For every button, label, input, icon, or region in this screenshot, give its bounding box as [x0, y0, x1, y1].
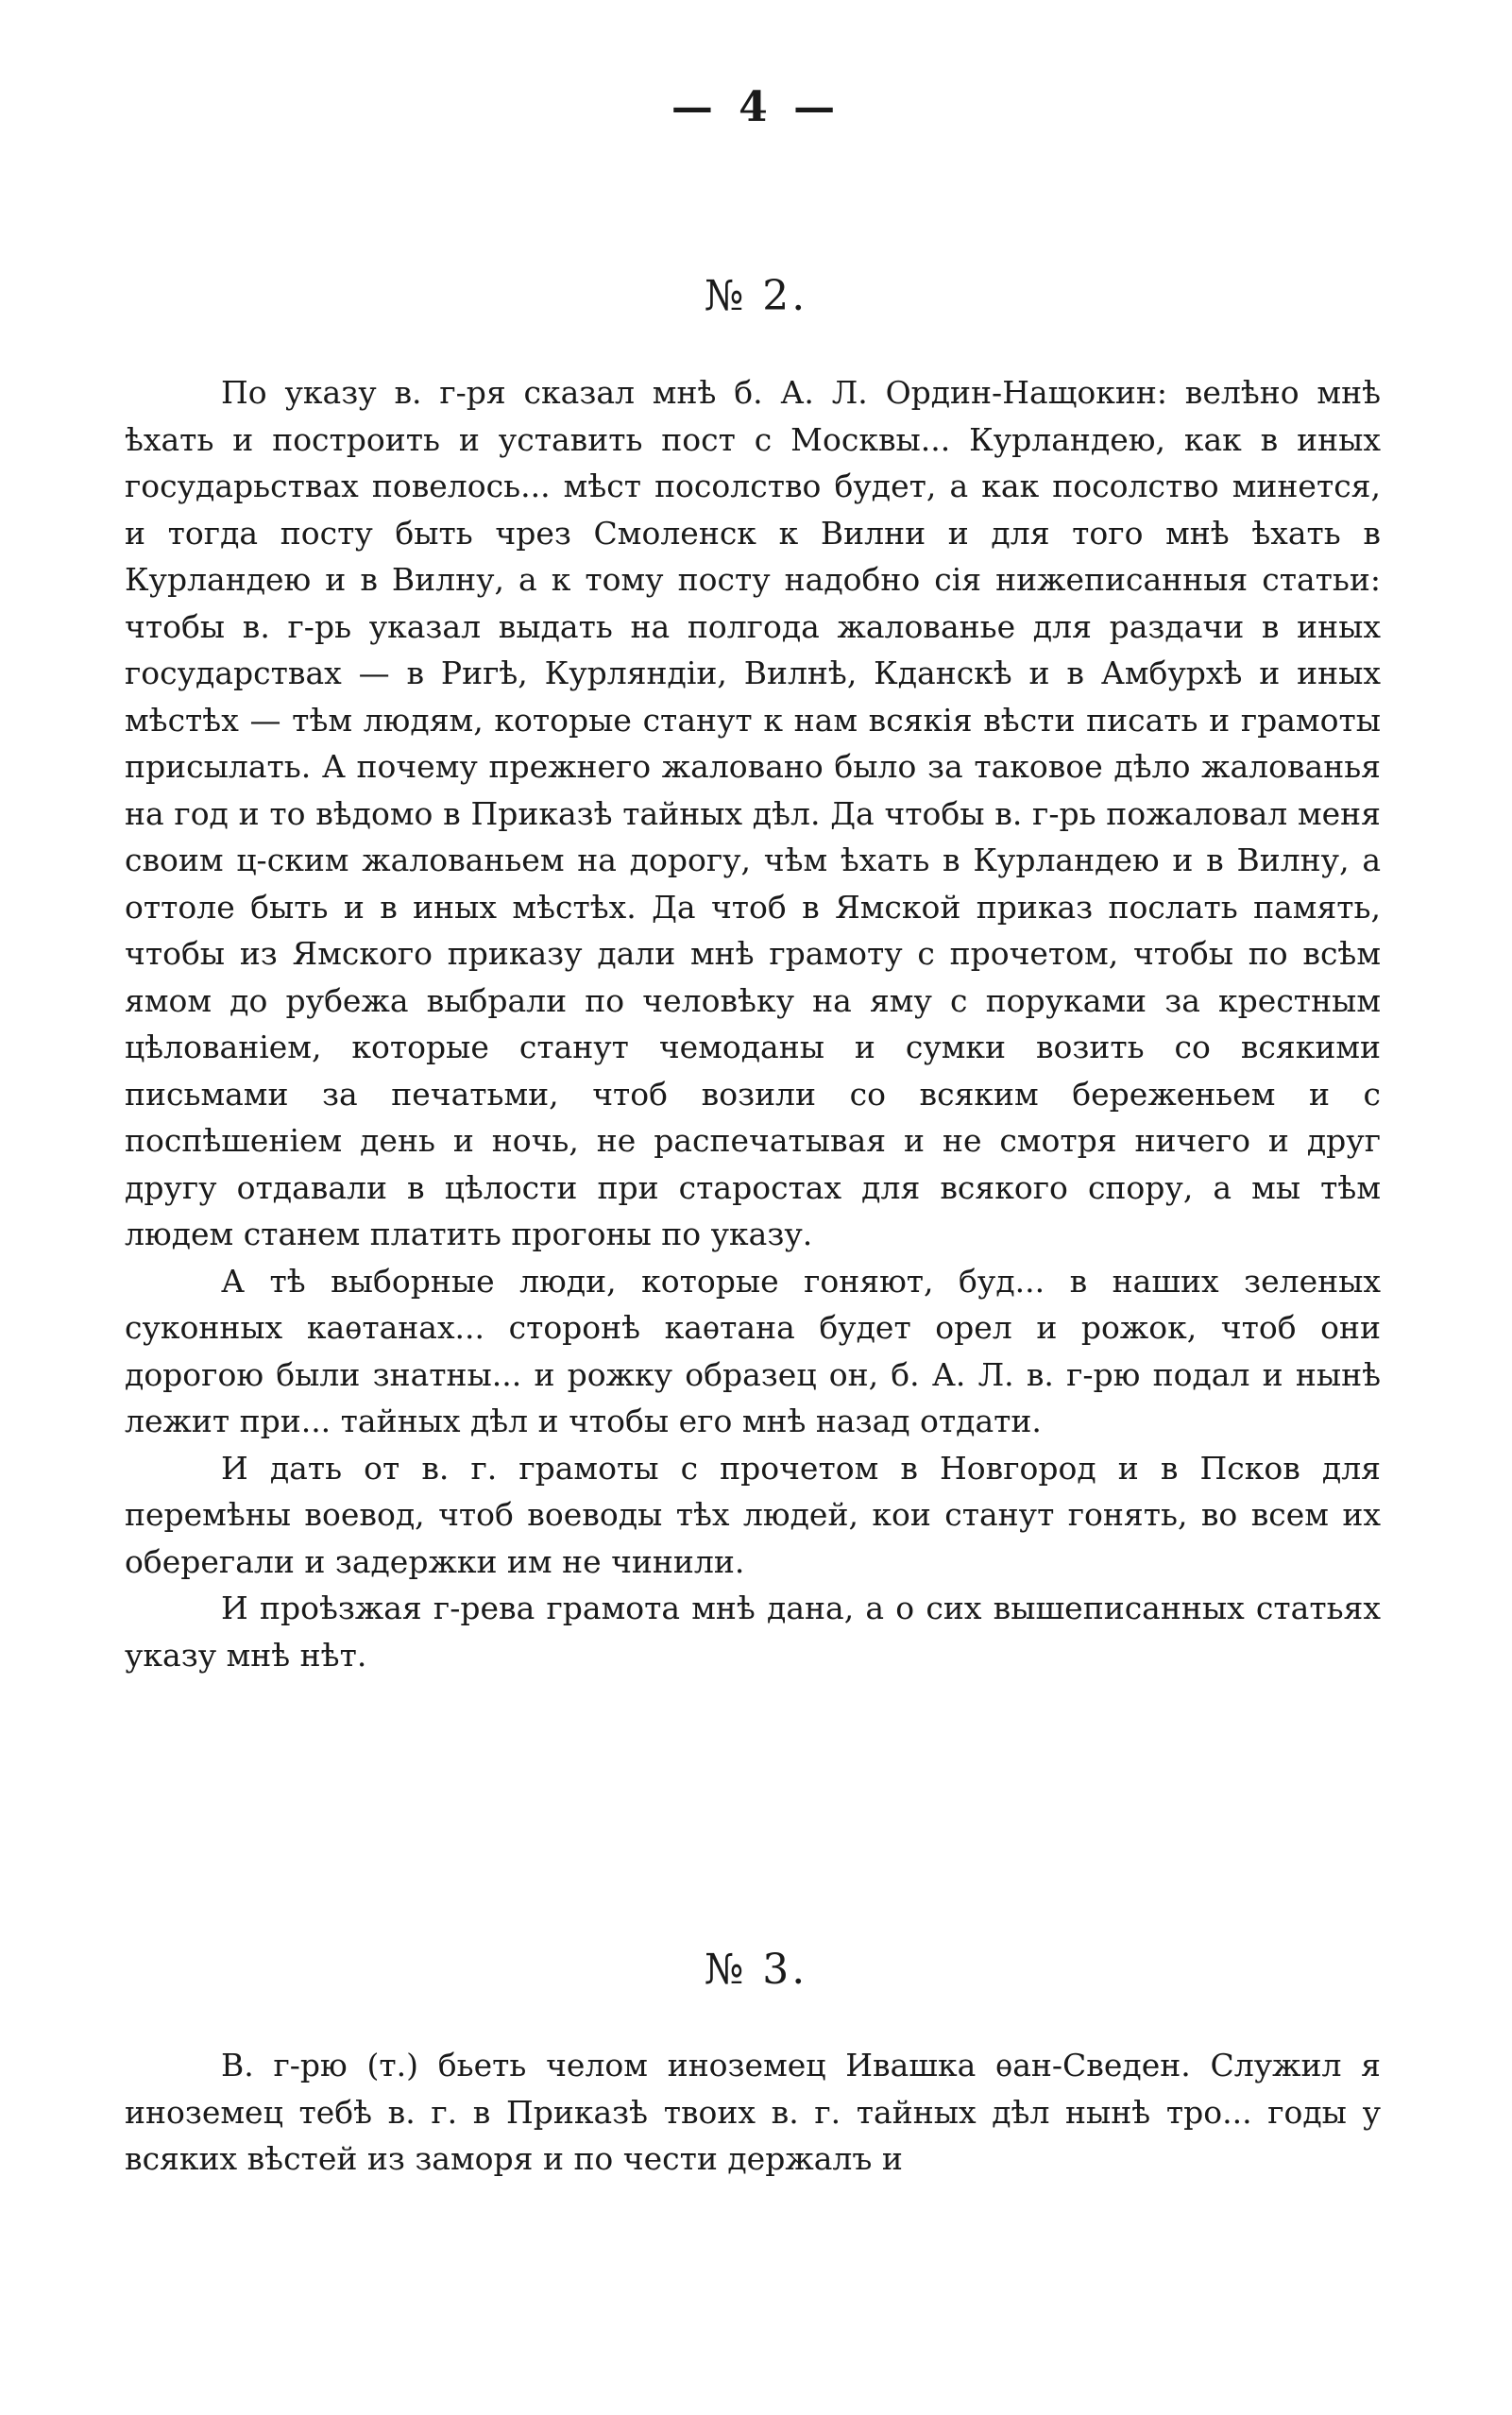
section-body-2	[125, 369, 1381, 1678]
paragraph: И проѣзжая г-рева грамота мнѣ дана, а о сих вышеписанных статьях указу мнѣ нѣт.	[125, 1590, 1381, 1674]
section-body-3	[125, 2042, 1381, 2183]
page-number: — 4 —	[671, 83, 841, 131]
paragraph: А тѣ выборные люди, которые гоняют, буд... в наших зеленых суконных каѳтанах... сторонѣ каѳтана будет орел и рожок, чтоб они дорогою были знатны... и рожку образец он, б. А. Л. в. г-рю подал и нынѣ лежит при... тайных дѣл и чтобы его мнѣ назад отдати.	[125, 1262, 1381, 1439]
paragraph: И дать от в. г. грамоты с прочетом в Новгород и в Псков для перемѣны воевод, чтоб воеводы тѣх людей, кои станут гонять, во всем их оберегали и задержки им не чинили.	[125, 1449, 1381, 1580]
section-heading-2: № 2.	[704, 272, 808, 320]
paragraph: В. г-рю (т.) бьеть челом иноземец Ивашка ѳан-Сведен. Служил я иноземец тебѣ в. г. в Приказѣ твоих в. г. тайных дѣл нынѣ тро... годы у всяких вѣстей из заморя и по чести держалъ и	[125, 2047, 1381, 2177]
section-heading-3: № 3.	[704, 1946, 808, 1994]
paragraph: По указу в. г-ря сказал мнѣ б. А. Л. Ордин-Нащокин: велѣно мнѣ ѣхать и построить и уставить пост с Москвы... Курландею, как в иных государьствах повелось... мѣст посолство будет, а как посолство минется, и тогда посту быть чрез Смоленск к Вилни и для того мнѣ ѣхать в Курландею и в Вилну, а к тому посту надобно сія нижеписанныя статьи: чтобы в. г-рь указал выдать на полгода жалованье для раздачи в иных государствах — в Ригѣ, Курляндіи, Вилнѣ, Кданскѣ и в Амбурхѣ и иных мѣстѣх — тѣм людям, которые станут к нам всякія вѣсти писать и грамоты присылать. А почему прежнего жаловано было за таковое дѣло жалованья на год и то вѣдомо в Приказѣ тайных дѣл. Да чтобы в. г-рь пожаловал меня своим ц-ским жалованьем на дорогу, чѣм ѣхать в Курландею и в Вилну, а оттоле быть и в иных мѣстѣх. Да чтоб в Ямской приказ послать память, чтобы из Ямского приказу дали мнѣ грамоту с прочетом, чтобы по всѣм ямом до рубежа выбрали по человѣку на яму с поруками за крестным цѣлованіем, которые станут чемоданы и сумки возить со всякими письмами за печатьми, чтоб возили со всяким береженьем и с поспѣшеніем день и ночь, не распечатывая и не смотря ничего и друг другу отдавали в цѣлости при старостах для всякого спору, а мы тѣм людем станем платить прогоны по указу.	[125, 374, 1381, 1252]
